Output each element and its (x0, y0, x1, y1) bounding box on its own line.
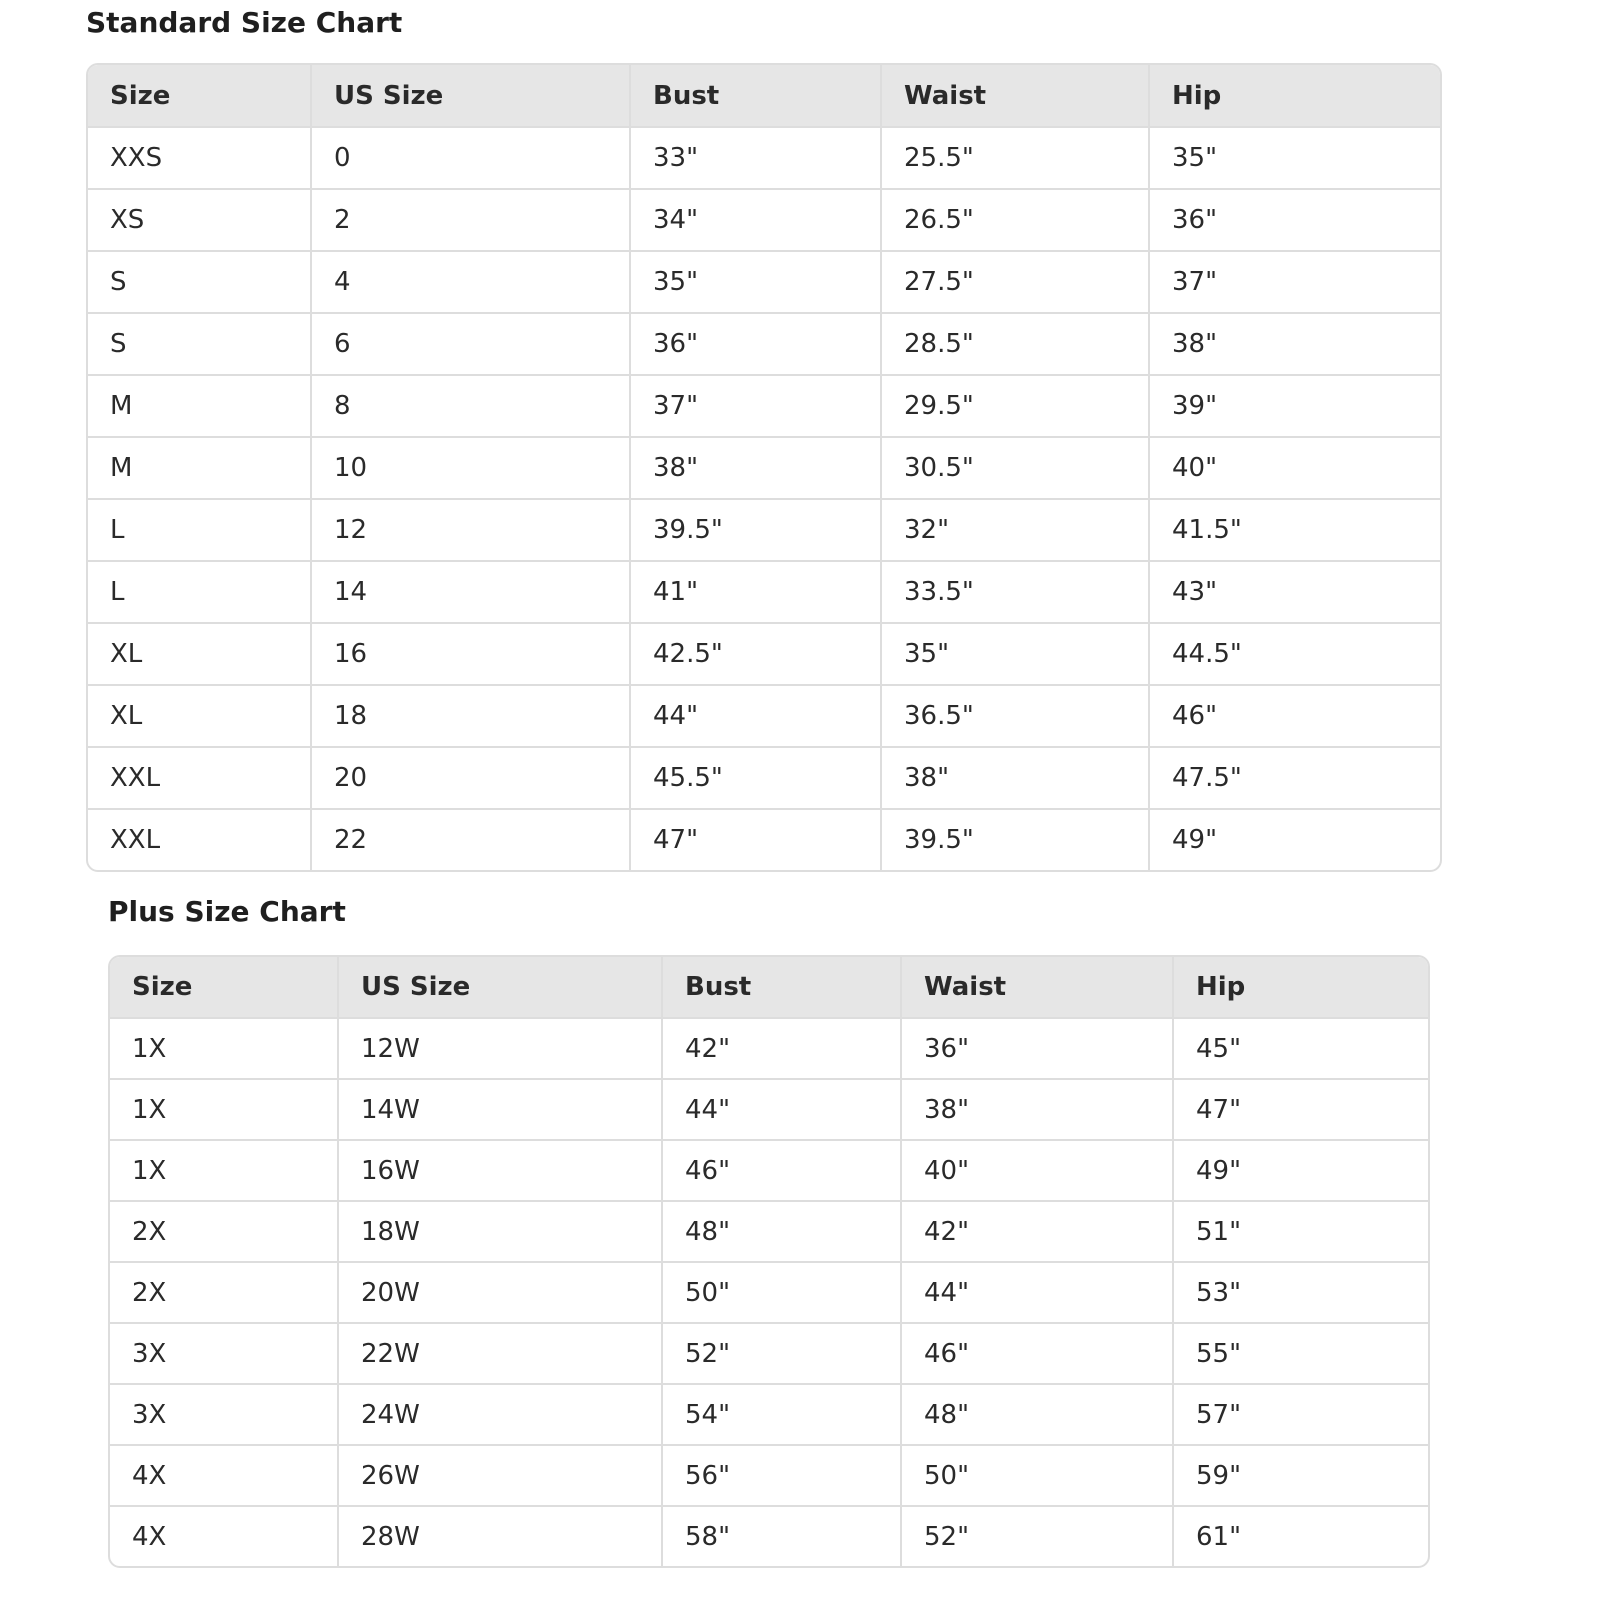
cell-bust: 50" (662, 1262, 901, 1323)
cell-hip: 49" (1173, 1140, 1428, 1201)
cell-bust: 52" (662, 1323, 901, 1384)
table-row (110, 1079, 1428, 1140)
cell-us-size: 26W (338, 1445, 662, 1506)
cell-size: 1X (110, 1140, 338, 1201)
cell-size: S (88, 313, 311, 375)
cell-us-size: 8 (311, 375, 630, 437)
cell-waist: 38" (901, 1079, 1173, 1140)
table-row (88, 437, 1440, 499)
column-header-size: Size (110, 957, 338, 1018)
cell-us-size: 14W (338, 1079, 662, 1140)
cell-hip: 35" (1149, 127, 1440, 189)
cell-size: XL (88, 685, 311, 747)
cell-waist: 42" (901, 1201, 1173, 1262)
column-header-waist: Waist (901, 957, 1173, 1018)
cell-bust: 58" (662, 1506, 901, 1566)
header-row (110, 957, 1428, 1018)
cell-waist: 38" (881, 747, 1149, 809)
column-header-hip: Hip (1173, 957, 1428, 1018)
cell-waist: 30.5" (881, 437, 1149, 499)
cell-size: XXL (88, 809, 311, 870)
cell-hip: 45" (1173, 1018, 1428, 1079)
cell-hip: 43" (1149, 561, 1440, 623)
cell-bust: 44" (662, 1079, 901, 1140)
cell-size: M (88, 437, 311, 499)
table-row (88, 809, 1440, 870)
plus-size-table (110, 957, 1428, 1566)
cell-us-size: 18 (311, 685, 630, 747)
cell-bust: 39.5" (630, 499, 881, 561)
cell-bust: 35" (630, 251, 881, 313)
cell-hip: 57" (1173, 1384, 1428, 1445)
cell-size: XS (88, 189, 311, 251)
cell-hip: 51" (1173, 1201, 1428, 1262)
plus-size-chart-title: Plus Size Chart (108, 895, 346, 928)
cell-us-size: 24W (338, 1384, 662, 1445)
column-header-us-size: US Size (338, 957, 662, 1018)
column-header-waist: Waist (881, 65, 1149, 127)
table-row (110, 1140, 1428, 1201)
cell-bust: 54" (662, 1384, 901, 1445)
cell-size: 3X (110, 1384, 338, 1445)
table-row (110, 1262, 1428, 1323)
cell-us-size: 16 (311, 623, 630, 685)
cell-bust: 56" (662, 1445, 901, 1506)
cell-waist: 35" (881, 623, 1149, 685)
cell-waist: 27.5" (881, 251, 1149, 313)
cell-size: XL (88, 623, 311, 685)
column-header-bust: Bust (630, 65, 881, 127)
cell-us-size: 18W (338, 1201, 662, 1262)
table-row (110, 1506, 1428, 1566)
cell-waist: 40" (901, 1140, 1173, 1201)
cell-bust: 47" (630, 809, 881, 870)
cell-waist: 46" (901, 1323, 1173, 1384)
cell-waist: 28.5" (881, 313, 1149, 375)
cell-bust: 41" (630, 561, 881, 623)
cell-us-size: 6 (311, 313, 630, 375)
cell-hip: 61" (1196, 1521, 1242, 1552)
cell-waist: 29.5" (881, 375, 1149, 437)
cell-waist: 52" (901, 1506, 1173, 1566)
cell-hip: 46" (1149, 685, 1440, 747)
cell-bust: 45.5" (630, 747, 881, 809)
cell-us-size: 16W (338, 1140, 662, 1201)
cell-waist: 44" (901, 1262, 1173, 1323)
cell-size: XXL (88, 747, 311, 809)
cell-hip: 41.5" (1149, 499, 1440, 561)
cell-waist: 36" (901, 1018, 1173, 1079)
cell-hip: 53" (1173, 1262, 1428, 1323)
table-row (110, 1201, 1428, 1262)
cell-size: L (88, 499, 311, 561)
cell-size: L (88, 561, 311, 623)
standard-size-chart-title: Standard Size Chart (86, 6, 403, 39)
cell-us-size: 12 (311, 499, 630, 561)
cell-bust: 46" (662, 1140, 901, 1201)
cell-us-size: 12W (338, 1018, 662, 1079)
cell-size: 2X (110, 1201, 338, 1262)
cell-bust: 42.5" (630, 623, 881, 685)
cell-waist: 50" (901, 1445, 1173, 1506)
column-header-hip: Hip (1149, 65, 1440, 127)
cell-bust: 36" (630, 313, 881, 375)
cell-us-size: 20W (338, 1262, 662, 1323)
cell-size: XXS (88, 127, 311, 189)
table-row (110, 1384, 1428, 1445)
table-row (88, 313, 1440, 375)
cell-hip: 37" (1149, 251, 1440, 313)
cell-bust: 42" (662, 1018, 901, 1079)
cell-size: 1X (110, 1079, 338, 1140)
standard-size-table-container (86, 63, 1442, 872)
cell-us-size: 10 (311, 437, 630, 499)
cell-hip: 36" (1149, 189, 1440, 251)
standard-size-table (88, 65, 1440, 870)
cell-size: 2X (110, 1262, 338, 1323)
cell-bust: 33" (630, 127, 881, 189)
cell-us-size: 28W (338, 1506, 662, 1566)
table-row (88, 561, 1440, 623)
plus-table-body (110, 1018, 1428, 1566)
standard-table-body (88, 127, 1440, 870)
cell-bust: 34" (630, 189, 881, 251)
header-row (88, 65, 1440, 127)
cell-hip: 47.5" (1149, 747, 1440, 809)
cell-hip: 38" (1149, 313, 1440, 375)
cell-hip: 59" (1173, 1445, 1428, 1506)
cell-waist: 36.5" (881, 685, 1149, 747)
cell-hip: 47" (1173, 1079, 1428, 1140)
cell-us-size: 22 (311, 809, 630, 870)
cell-hip: 40" (1149, 437, 1440, 499)
cell-waist: 25.5" (881, 127, 1149, 189)
table-row (88, 375, 1440, 437)
cell-hip: 55" (1173, 1323, 1428, 1384)
cell-hip: 49" (1172, 825, 1218, 855)
cell-waist: 26.5" (881, 189, 1149, 251)
cell-size: M (88, 375, 311, 437)
cell-bust: 38" (630, 437, 881, 499)
table-row (88, 251, 1440, 313)
cell-size: 4X (110, 1506, 338, 1566)
plus-size-table-container (108, 955, 1430, 1568)
cell-us-size: 4 (311, 251, 630, 313)
table-row (88, 189, 1440, 251)
table-row (88, 685, 1440, 747)
table-row (110, 1018, 1428, 1079)
cell-us-size: 2 (311, 189, 630, 251)
cell-waist: 32" (881, 499, 1149, 561)
cell-waist: 33.5" (881, 561, 1149, 623)
cell-hip: 44.5" (1149, 623, 1440, 685)
table-row (88, 623, 1440, 685)
cell-bust: 44" (630, 685, 881, 747)
table-row (88, 747, 1440, 809)
plus-table-header (110, 957, 1428, 1018)
cell-size: 4X (110, 1445, 338, 1506)
column-header-us-size: US Size (311, 65, 630, 127)
cell-us-size: 14 (311, 561, 630, 623)
cell-size: 3X (110, 1323, 338, 1384)
cell-bust: 37" (630, 375, 881, 437)
column-header-bust: Bust (662, 957, 901, 1018)
column-header-size: Size (88, 65, 311, 127)
cell-size: 1X (110, 1018, 338, 1079)
standard-table-header (88, 65, 1440, 127)
cell-waist: 39.5" (881, 809, 1149, 870)
table-row (110, 1323, 1428, 1384)
cell-bust: 48" (662, 1201, 901, 1262)
table-row (88, 127, 1440, 189)
cell-hip: 39" (1149, 375, 1440, 437)
table-row (110, 1445, 1428, 1506)
cell-us-size: 22W (338, 1323, 662, 1384)
cell-size: S (88, 251, 311, 313)
cell-us-size: 0 (311, 127, 630, 189)
table-row (88, 499, 1440, 561)
cell-us-size: 20 (311, 747, 630, 809)
cell-waist: 48" (901, 1384, 1173, 1445)
